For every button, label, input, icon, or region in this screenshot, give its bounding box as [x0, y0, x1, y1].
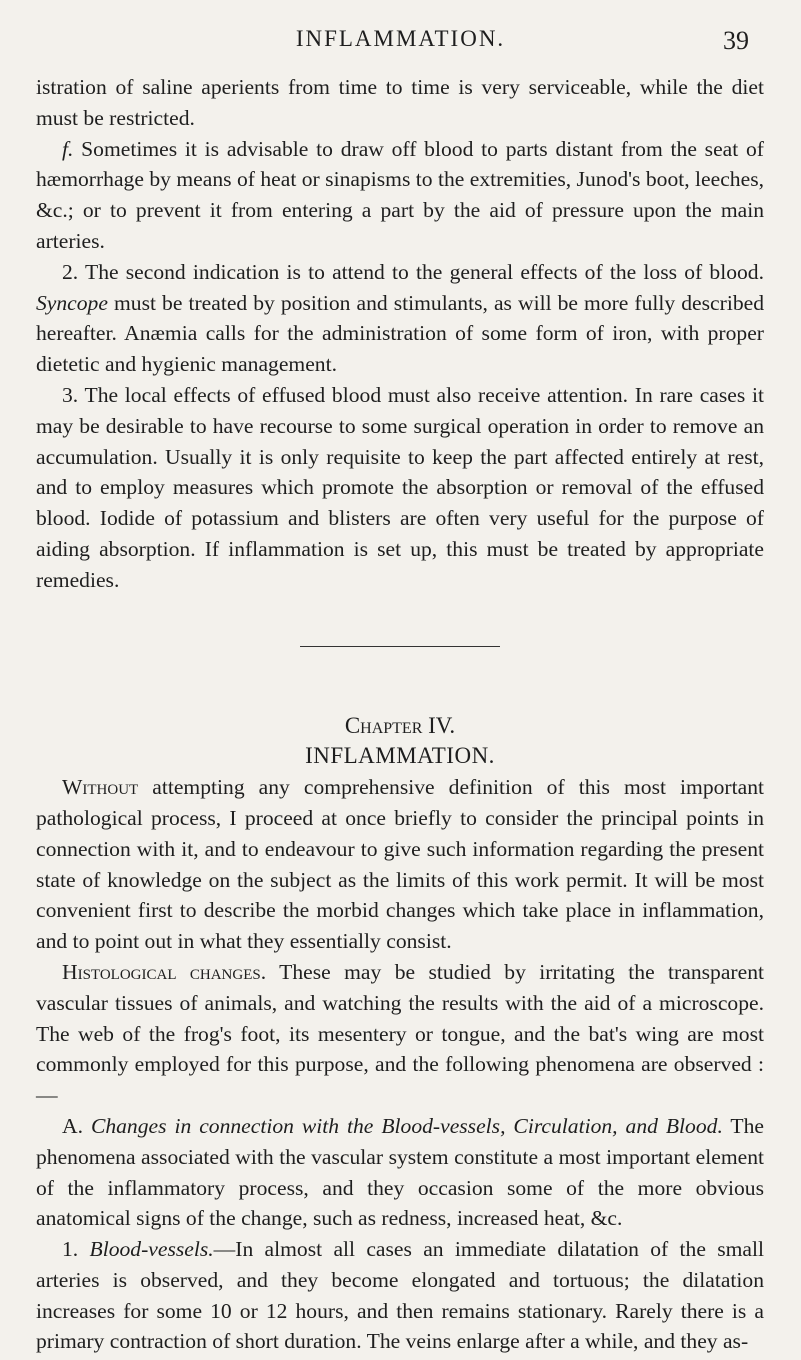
paragraph-continued: istration of saline aperients from time to time is very serviceable, while the diet must be restricted.: [36, 75, 764, 130]
chapter-title: INFLAMMATION.: [305, 743, 495, 769]
paragraph-3: 3. The local effects of effused blood must also receive attention. In rare cases it may be desirable to have recourse to some surgical operation in order to remove an accumulation. Usually it is only requisite to keep the part affected entirely at rest, and to employ measures which promote the absorption or removal of the effused blood. Iodide of potassium and blisters are often very useful for the purpose of aiding absorption. If inflammation is set up, this must be treated by appropriate remedies.: [36, 382, 764, 592]
paragraph-text: 2. The second indication is to attend to the general effects of the loss of blood.: [62, 259, 764, 284]
paragraph-intro: [36, 772, 764, 957]
italic-heading: Changes in connection with the Blood-vessels, Circulation, and Blood.: [90, 1113, 723, 1138]
paragraph-f: [36, 134, 764, 257]
item-marker: f.: [62, 136, 74, 161]
paragraph-2: [36, 257, 764, 380]
page-number: 39: [723, 26, 749, 55]
paragraph-text: These may be studied by irritating the transparent vascular tissues of animals, and watching the results with the aid of a microscope. The web of the frog's foot, its mesentery or tongue, and the bat's wing are most commonly employed for this purpose, and the following phenomena are observed :—: [36, 959, 764, 1108]
item-marker: A.: [62, 1113, 91, 1138]
running-head: INFLAMMATION.: [295, 26, 506, 51]
italic-heading: Blood-vessels.: [89, 1237, 214, 1262]
paragraph-histological: [36, 957, 764, 1111]
paragraph-text: must be treated by position and stimulants, as will be more fully described hereafter. Anæmia calls for the administration of some form of iron, with proper dietetic and hygienic management.: [36, 290, 764, 377]
item-marker: 1.: [62, 1237, 90, 1262]
body-text: [36, 72, 764, 1357]
chapter-label: Chapter IV.: [344, 712, 456, 738]
section-divider: [300, 646, 500, 647]
italic-term: Syncope: [36, 290, 108, 315]
section-heading-inline: Histological changes.: [62, 959, 267, 984]
paragraph-text: The phenomena associated with the vascular system constitute a most important element of the inflammatory process, and they occasion some of the more obvious anatomical signs of the change, such as redness, increased heat, &c.: [36, 1113, 764, 1231]
paragraph-text: Sometimes it is advisable to draw off blood to parts distant from the seat of hæmorrhage by means of heat or sinapisms to the extremities, Junod's boot, leeches, &c.; or to prevent it from entering a part by the aid of pressure upon the main arteries.: [36, 136, 764, 253]
lead-word: Without: [62, 775, 139, 800]
paragraph-A: [36, 1111, 764, 1234]
paragraph-text: attempting any comprehensive definition of this most important pathological process, I proceed at once briefly to consider the principal points in connection with it, and to endeavour to give such information regarding the present state of knowledge on the subject as the limits of this work permit. It will be most convenient first to describe the morbid changes which take place in inflammation, and to point out in what they essentially consist.: [36, 775, 764, 954]
paragraph-text: —In almost all cases an immediate dilatation of the small arteries is observed, and they become elongated and tortuous; the dilatation increases for some 10 or 12 hours, and then remains stationary. Rarely there is a primary contraction of short duration. The veins enlarge after a while, and they as-: [36, 1237, 765, 1354]
paragraph-1: [36, 1234, 764, 1357]
